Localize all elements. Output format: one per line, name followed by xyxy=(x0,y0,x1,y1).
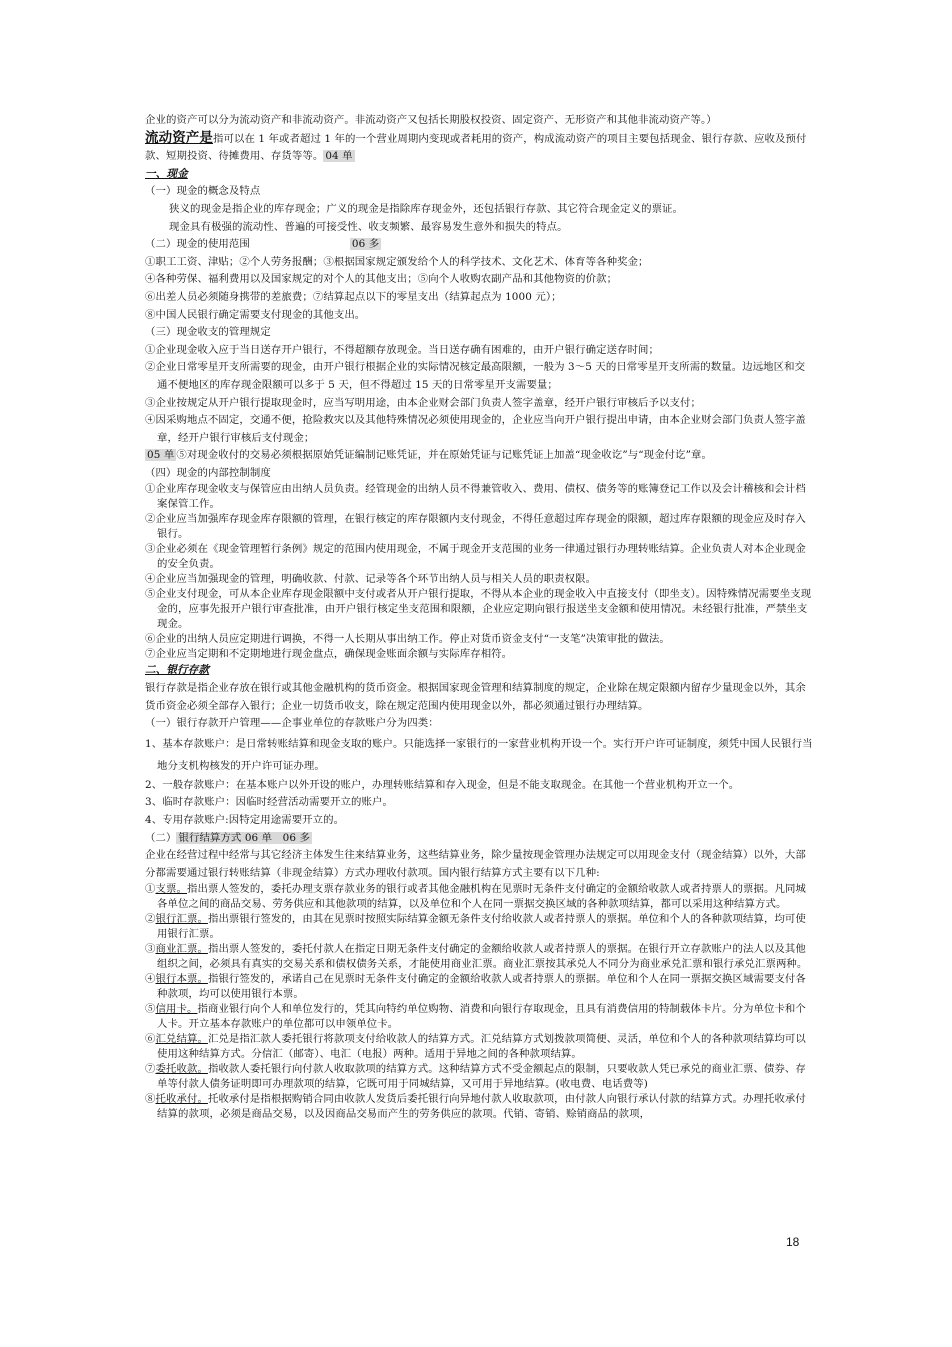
section-heading-cash: 一、现金 xyxy=(145,167,188,180)
list-item-text: ⑤对现金收付的交易必须根据原始凭证编制记账凭证，并在原始凭证与记账凭证上加盖“现金收讫”与“现金付讫”章。 xyxy=(176,449,713,462)
method-name: 委托收款。 xyxy=(155,1063,208,1076)
method-text: 指商业银行向个人和单位发行的，凭其向特约单位购物、消费和向银行存取现金，且具有消费信用的特制载体卡片。分为单位卡和个人卡。开立基本存款账户的单位都可以申领单位卡。 xyxy=(157,1003,806,1031)
subsection-title: （二）现金的使用范围 xyxy=(145,238,250,251)
section-heading-bank: 二、银行存款 xyxy=(145,664,210,677)
settlement-methods-list xyxy=(145,882,815,1122)
list-item: ⑧中国人民银行确定需要支付现金的其他支出。 xyxy=(145,308,366,321)
list-num: ⑤ xyxy=(145,1003,156,1016)
document-page xyxy=(145,112,815,1122)
list-num: ⑥ xyxy=(145,1033,156,1046)
page-number: 18 xyxy=(786,1235,800,1249)
paragraph: 企业在经营过程中经常与其它经济主体发生往来结算业务，这些结算业务，除少量按现金管理办法规定可以用现金支付（现金结算）以外，大部分都需要通过银行转账结算（非现金结算）方式办理收付款项。国内银行结算方式主要有以下几种: xyxy=(145,849,806,879)
list-item: ②企业应当加强库存现金库存限额的管理，在银行核定的库存限额内支付现金，不得任意超过库存现金的限额，超过库存限额的现金应及时存入银行。 xyxy=(145,513,806,541)
subsection-title: （四）现金的内部控制制度 xyxy=(145,466,271,479)
method-name: 银行汇票。 xyxy=(155,913,208,926)
list-item: ⑤企业支付现金，可从本企业库存现金限额中支付或者从开户银行提取，不得从本企业的现金收入中直接支付（即坐支）。因特殊情况需要坐支现金的，应事先报开户银行审查批准，由开户银行核定坐支范围和限额，企业应定期向银行报送坐支金额和使用情况。未经银行批准，严禁坐支现金。 xyxy=(145,588,812,631)
list-item: ①职工工资、津贴；②个人劳务报酬；③根据国家规定颁发给个人的科学技术、文化艺术、体育等各种奖金； xyxy=(145,255,649,268)
paragraph: 现金具有极强的流动性、普遍的可接受性、收支频繁、最容易发生意外和损失的特点。 xyxy=(169,220,568,233)
list-item xyxy=(145,1092,815,1122)
subsection-title: 银行结算方式 06 单 06 多 xyxy=(178,831,310,844)
list-item: 3、临时存款账户：因临时经营活动需要开立的账户。 xyxy=(145,796,393,809)
list-num: ② xyxy=(145,913,156,926)
method-name: 信用卡。 xyxy=(155,1003,198,1016)
intro-line: 企业的资产可以分为流动资产和非流动资产。非流动资产又包括长期股权投资、固定资产、无形资产和其他非流动资产等。） xyxy=(145,114,717,126)
method-text: 指出票银行签发的，由其在见票时按照实际结算金额无条件支付给收款人或者持票人的票据。单位和个人的各种款项结算，均可使用银行汇票。 xyxy=(157,913,806,941)
list-item xyxy=(145,942,815,972)
list-item xyxy=(145,1002,815,1032)
list-item xyxy=(145,882,815,912)
list-item: ①企业库存现金收支与保管应由出纳人员负责。经管现金的出纳人员不得兼管收入、费用、债权、债务等的账簿登记工作以及会计稽核和会计档案保管工作。 xyxy=(145,483,806,511)
list-item: ①企业现金收入应于当日送存开户银行，不得超额存放现金。当日送存确有困难的，由开户银行确定送存时间； xyxy=(145,343,660,356)
exam-tag: 05 单 xyxy=(147,449,175,462)
list-item: ⑥出差人员必须随身携带的差旅费；⑦结算起点以下的零星支出（结算起点为 1000 元）； xyxy=(145,290,562,303)
list-item: 1、基本存款账户：是日常转账结算和现金支取的账户。只能选择一家银行的一家营业机构开设一个。实行开户许可证制度，须凭中国人民银行当地分支机构核发的开户许可证办理。 xyxy=(145,737,813,772)
list-item xyxy=(145,912,815,942)
list-item: ④各种劳保、福利费用以及国家规定的对个人的其他支出；⑤向个人收购农副产品和其他物资的价款； xyxy=(145,273,618,286)
list-num: ④ xyxy=(145,973,156,986)
current-assets-def: 指可以在 1 年或者超过 1 年的一个营业周期内变现或者耗用的资产，构成流动资产的项目主要包括现金、银行存款、应收及预付款、短期投资、待摊费用、存货等等。 xyxy=(145,132,807,163)
list-item: ④企业应当加强现金的管理，明确收款、付款、记录等各个环节出纳人员与相关人员的职责权限。 xyxy=(145,573,597,586)
method-name: 汇兑结算。 xyxy=(155,1033,208,1046)
list-item xyxy=(145,447,815,465)
subsection-title: （三）现金收支的管理规定 xyxy=(145,326,271,339)
subsection-prefix: （二） xyxy=(145,831,177,844)
method-text: 托收承付是指根据购销合同由收款人发货后委托银行向异地付款人收取款项，由付款人向银行承认付款的结算方式。办理托收承付结算的款项，必须是商品交易，以及因商品交易而产生的劳务供应的款项。代销、寄销、赊销商品的款项， xyxy=(157,1093,806,1121)
current-assets-definition xyxy=(145,130,815,166)
list-item: ⑦企业应当定期和不定期地进行现金盘点，确保现金账面余额与实际库存相符。 xyxy=(145,648,513,661)
list-item: ⑥企业的出纳人员应定期进行调换，不得一人长期从事出纳工作。停止对货币资金支付“一支笔”决策审批的做法。 xyxy=(145,633,670,646)
list-num: ⑦ xyxy=(145,1063,156,1076)
exam-tag: 04 单 xyxy=(325,150,353,163)
method-name: 商业汇票。 xyxy=(155,943,208,956)
method-text: 指收款人委托银行向付款人收取款项的结算方式。这种结算方式不受金额起点的限制，只要收款人凭已承兑的商业汇票、债券、存单等付款人债务证明即可办理款项的结算，它既可用于同城结算，又可用于异地结算。(收电费、电话费等) xyxy=(157,1063,806,1091)
method-name: 支票。 xyxy=(155,883,187,896)
method-text: 指银行签发的，承诺自己在见票时无条件支付确定的金额给收款人或者持票人的票据。单位和个人在同一票据交换区域需要支付各种款项，均可以使用银行本票。 xyxy=(157,973,806,1001)
list-num: ③ xyxy=(145,943,156,956)
subsection-title-row xyxy=(145,236,815,254)
paragraph: 银行存款是指企业存放在银行或其他金融机构的货币资金。根据国家现金管理和结算制度的规定，企业除在规定限额内留存少量现金以外，其余货币资金必须全部存入银行；企业一切货币收支，除在规定范围内使用现金以外，都必须通过银行办理结算。 xyxy=(145,682,806,712)
exam-tag: 06 多 xyxy=(351,238,380,251)
list-num: ⑧ xyxy=(145,1093,156,1106)
method-text: 指出票人签发的，委托付款人在指定日期无条件支付确定的金额给收款人或者持票人的票据。在银行开立存款账户的法人以及其他组织之间，必须具有真实的交易关系和债权债务关系，才能使用商业汇票。商业汇票按其承兑人不同分为商业承兑汇票和银行承兑汇票两种。 xyxy=(157,943,808,971)
subsection-title: （一）银行存款开户管理——企事业单位的存款账户分为四类： xyxy=(145,717,439,730)
method-text: 汇兑是指汇款人委托银行将款项支付给收款人的结算方式。汇兑结算方式划拨款项简便、灵活，单位和个人的各种款项结算均可以使用这种结算方式。分信汇（邮寄）、电汇（电报）两种。适用于异地之间的各种款项结算。 xyxy=(157,1033,806,1061)
list-item: 2、一般存款账户：在基本账户以外开设的账户，办理转账结算和存入现金，但是不能支取现金。在其他一个营业机构开立一个。 xyxy=(145,778,740,791)
list-item xyxy=(145,1032,815,1062)
method-name: 托收承付。 xyxy=(155,1093,208,1106)
list-item: ②企业日常零星开支所需要的现金，由开户银行根据企业的实际情况核定最高限额，一般为 3～5 天的日常零星开支所需的数量。边远地区和交通不便地区的库存现金限额可以多于 5 天，但不得超过 15 天的日常零星开支需要量； xyxy=(145,361,806,391)
list-item: ④因采购地点不固定，交通不便，抢险救灾以及其他特殊情况必须使用现金的，企业应当向开户银行提出申请，由本企业财会部门负责人签字盖章，经开户银行审核后支付现金； xyxy=(145,414,806,444)
subsection-title: （一）现金的概念及特点 xyxy=(145,185,261,198)
method-text: 指出票人签发的，委托办理支票存款业务的银行或者其他金融机构在见票时无条件支付确定的金额给收款人或者持票人的票据。凡同城各单位之间的商品交易、劳务供应和其他款项的结算，以及单位和个人在同一票据交换区域的各种款项结算，都可以采用这种结算方式。 xyxy=(157,883,806,911)
list-item: ③企业必须在《现金管理暂行条例》规定的范围内使用现金，不属于现金开支范围的业务一律通过银行办理转账结算。企业负责人对本企业现金的安全负责。 xyxy=(145,543,806,571)
list-item: ③企业按规定从开户银行提取现金时，应当写明用途，由本企业财会部门负责人签字盖章，经开户银行审核后予以支付； xyxy=(145,396,701,409)
list-item xyxy=(145,1062,815,1092)
current-assets-term: 流动资产是 xyxy=(145,129,213,146)
subsection-title-row xyxy=(145,830,815,848)
method-name: 银行本票。 xyxy=(155,973,208,986)
list-item xyxy=(145,972,815,1002)
list-num: ① xyxy=(145,883,156,896)
paragraph: 狭义的现金是指企业的库存现金；广义的现金是指除库存现金外，还包括银行存款、其它符合现金定义的票证。 xyxy=(169,202,684,215)
list-item: 4、专用存款账户:因特定用途需要开立的。 xyxy=(145,814,345,827)
